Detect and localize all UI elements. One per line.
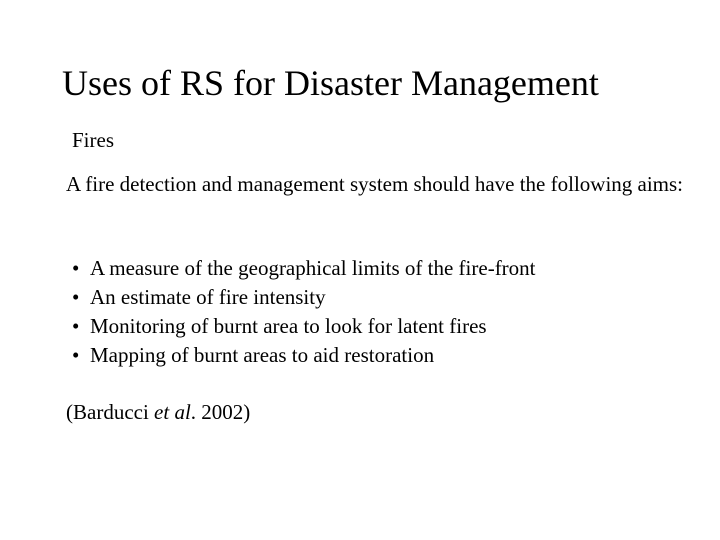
bullet-icon: • (72, 256, 80, 280)
bullet-text: A measure of the geographical limits of the fire-front (90, 256, 536, 280)
bullet-item (72, 312, 536, 341)
bullet-icon: • (72, 285, 80, 309)
bullet-item (72, 254, 536, 283)
intro-paragraph: A fire detection and management system should have the following aims: (66, 172, 684, 196)
aims-bullet-list (72, 254, 536, 370)
bullet-text: Mapping of burnt areas to aid restoration (90, 343, 435, 367)
section-subtitle: Fires (72, 128, 114, 152)
bullet-icon: • (72, 343, 80, 367)
citation (66, 398, 250, 427)
citation-italic: et al (154, 400, 191, 424)
bullet-text: Monitoring of burnt area to look for latent fires (90, 314, 487, 338)
bullet-item (72, 341, 536, 370)
citation-prefix: (Barducci (66, 400, 155, 424)
citation-suffix: . 2002) (190, 400, 251, 424)
bullet-text: An estimate of fire intensity (90, 285, 326, 309)
slide-title: Uses of RS for Disaster Management (62, 63, 599, 103)
bullet-item (72, 283, 536, 312)
bullet-icon: • (72, 314, 80, 338)
